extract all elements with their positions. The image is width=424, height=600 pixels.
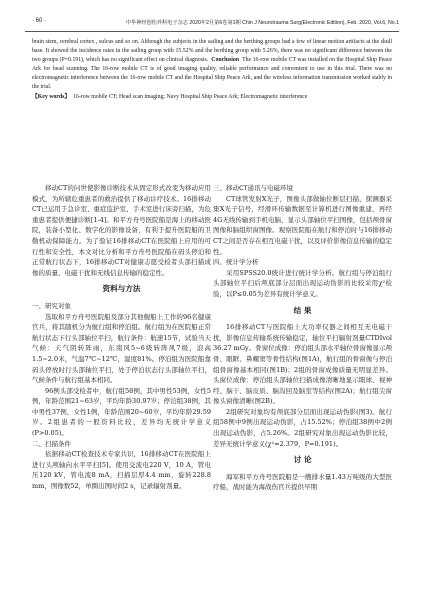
keywords-label: 【Key words】 (32, 94, 71, 101)
scan-paragraph: 依据移动CT检查技术专家共识，16排移动CT在医院船上进行头颅轴向水平平扫[5]。使用交流电220 V，10 A，管电压120 kV，管电流8 mA，扫描层厚4.4 mm，旋转228.8 mm，图像数52，单圈出图时间2 s，记录辐射剂量。 (32, 450, 211, 491)
left-column (32, 183, 211, 492)
right-column (213, 183, 392, 493)
subsection-communication: 三、移动CT通讯与电磁环境 (213, 184, 294, 192)
subjects-paragraph: 选取和平方舟号医院船及部分其他舰船上工作的96名健康官兵，将其随机分为航行组和停泊组。航行组为在医院船正常航行状态下行头部轴位平扫，航行条件：航速15节，试验当天气候：天气阴转阵雨，东南风5~6级转阵风7级，浪高1.5~2.0米，气温7℃~12℃，湿度81%。停泊组为医院船靠码头停放时行头部轴位平扫，处于停泊状态行头部轴位平扫，气候条件与航行组基本相同。 (32, 312, 211, 385)
results-heading: 结 果 (293, 305, 312, 315)
subsection-statistics: 四、统计学分析 (213, 258, 259, 267)
english-abstract (32, 38, 392, 102)
intro-paragraph: 移动CT的问世使影像诊断技术从固定形式改变为移动应用模式，为所辖危重患者的救治提供了移动诊疗技术。16排移动CT已运用于急诊室、重症监护室、手术室进行床旁扫描，为危重患者提供便捷诊断[1-4]。和平方舟号医院船是海上的移动医院，装备小型化、数字化的影像设备，有利于提升医院船的卫勤机动保障能力。为了验证16排移动CT在医院船上应用的可行性和安全性，本文对比分析和平方舟号医院船在码头停泊和正常航行状态下，16排移动CT对健康志愿受检者头部扫描成像的质量、电磁干扰和无线信息传输的稳定性。 (32, 184, 211, 277)
page-number: · 60 · (32, 18, 47, 24)
discussion-heading: 讨 论 (293, 455, 312, 465)
subsection-scan: 二、扫描条件 (32, 439, 71, 448)
abstract-conclusion: The 16-row mobile CT was installed on the Hospital Ship Peace Ark for head scanning. The 16-row mobile CT is of good imaging quality, reliable performance and convenient to use in this trial. There was no electromagnetic interference between the 16-row mobile CT and the Hospital Ship Peace Ark, and the wireless information transmission worked stably in the trial. (32, 57, 393, 91)
statistics-paragraph: 采用SPSS20.0统计进行统计学分析。航行组与停泊组行头部轴位平扫后颅底部分层面出现运动伪影的比较采用χ²检验，以P≤0.05为差异有统计学意义。 (213, 268, 392, 298)
discussion-paragraph: 海军和平方舟号医院船是一艘排水量1.43万吨级的大型医疗船，战时能为海战伤官兵提供早期 (213, 472, 392, 492)
abstract-text (32, 38, 392, 92)
results-paragraph-2: 2组研究对象均有颅底部分层面出现运动伪影(图3)。航行组58例中9例出现运动伪影，占15.52%；停泊组38例中2例出现运动伪影，占5.26%。2组研究对象出现运动伪影比较，差异无统计学意义(χ²=2.379，P=0.191)。 (213, 407, 392, 448)
subsection-subjects: 一、研究对象 (32, 301, 71, 310)
abstract-results: brain stem, cerebral cortex , sulcus and so on. Although the subjects in the sailing and the berthing groups had a few of linear motion artifacts at the skull base. It showed the incidence rates in the sailing group with 15.52% and the berthing group with 5.26%, there was no significant difference between the two groups (P=0.191), which has no significant effect on clinical diagnosis. (32, 39, 392, 64)
keywords (32, 93, 392, 102)
page-header (25, 5, 399, 32)
groups-paragraph: 96例头部受检者中，航行组58例，其中男性53例，女性5例，年龄范围21~63岁，平均年龄30.97岁；停泊组38例，其中男性37例，女性1例，年龄范围20~60岁，平均年龄29.59岁。2组患者的一般资料比较，差异均无统计学意义(P>0.05)。 (32, 386, 211, 438)
results-paragraph-1: 16排移动CT与医院船上大功率仪器之间相互无电磁干扰，影像信息传输系统传输稳定，轴位平扫辐射剂量CTDIvol 36.27 mGy。骨窗位成像：停泊组头部水平轴位骨窗像显示颅骨、眼眶、鼻螺窦等骨性结构(图1A)，航行组的骨窗像与停泊组骨窗像基本相同(图1B)；2组的骨窗成像质量无明显差异。头窗位成像：停泊组头部轴位扫描成像清晰地显示眼球、视神经、脑干、脑皮质、脑沟回及脑室等结构(图2A)；航行组尖窗像头窗像清晰(图2B)。 (213, 323, 392, 406)
methods-heading: 资料与方法 (102, 284, 141, 294)
conclusion-label: Conclusion (211, 57, 240, 64)
communication-paragraph: CT球管发射X光子，图像头部做轴位断层扫描，探测器采集X光子信号，经滑环传输数据至计算机进行图像重建，再经4G无线传输到手机电脑，显示头部轴位平扫图像，包括颅骨窗图像和脑组织窗图像。观察医院船在航行和停泊时与16排移动CT之间是否存在相互电磁干扰，以及评价影像信息传输的稳定性。 (213, 194, 392, 256)
journal-citation: 中华神经创伤外科电子杂志 2020年2月第6卷第1期 Chin J Neurotrauma Surg(Electronic Edition), Feb. 2020, Vol.6, No.1 (125, 20, 399, 26)
keywords-text: 16-row mobile CT; Head scan imaging; Navy Hospital Ship Peace Ark; Electromagnetic interference (73, 94, 308, 101)
